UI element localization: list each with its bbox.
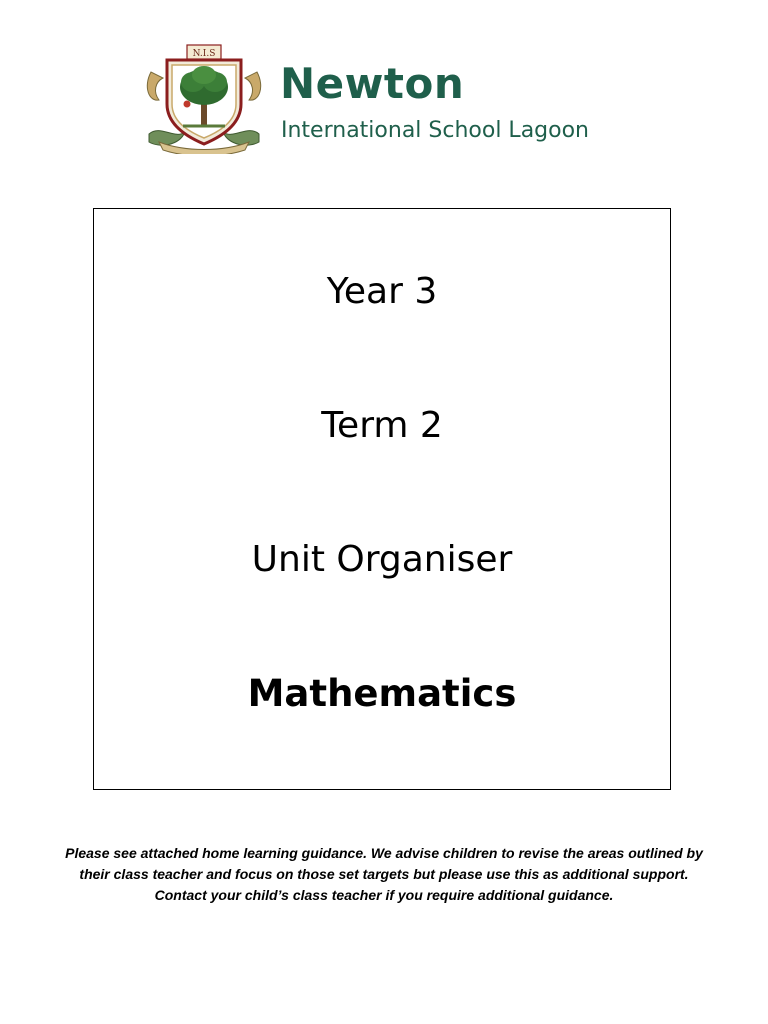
school-name: Newton: [280, 59, 465, 108]
guidance-line: their class teacher and focus on those set targets but please use this as additional support.: [79, 866, 689, 882]
title-box: [93, 208, 671, 790]
school-header: [145, 42, 645, 154]
unit-heading: Unit Organiser: [251, 539, 513, 580]
year-heading: Year 3: [326, 271, 438, 312]
guidance-line: Please see attached home learning guidance. We advise children to revise the areas outlined by: [65, 845, 703, 861]
school-subtitle: International School Lagoon: [281, 118, 589, 143]
subject-heading: Mathematics: [247, 672, 517, 715]
school-crest-logo: [145, 42, 263, 154]
guidance-line: Contact your child’s class teacher if you require additional guidance.: [154, 887, 614, 903]
term-heading: Term 2: [321, 405, 443, 446]
crest-text: N.I.S: [192, 49, 216, 59]
guidance-note: [30, 843, 738, 906]
